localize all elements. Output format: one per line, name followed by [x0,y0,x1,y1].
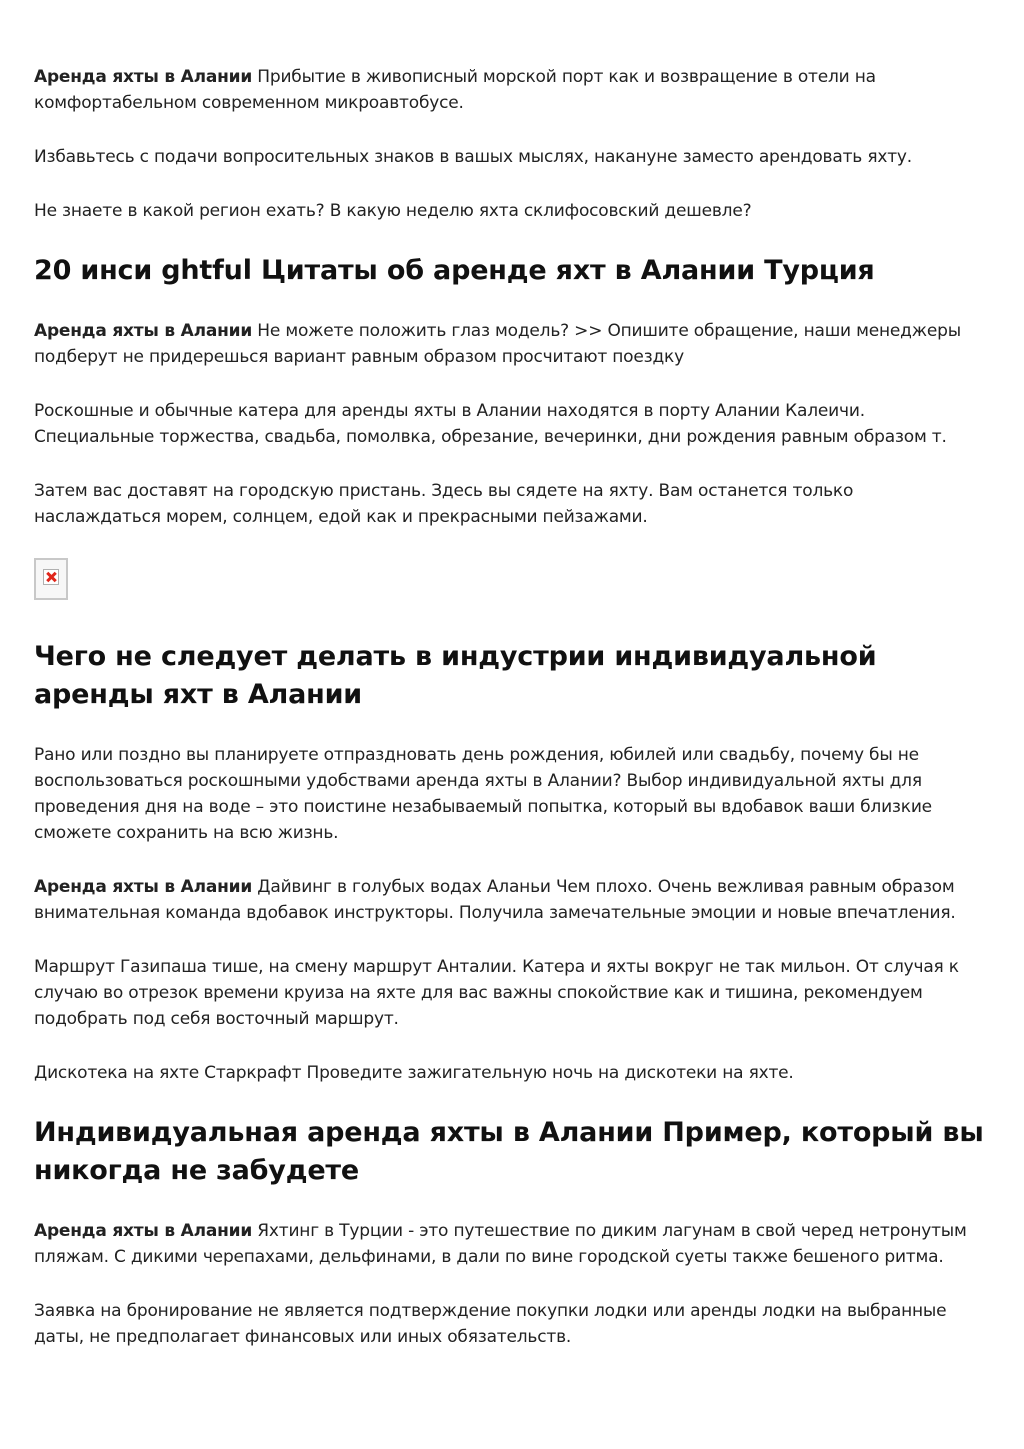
lead-text: Аренда яхты в Алании [34,321,253,341]
paragraph-3: Не знаете в какой регион ехать? В какую неделю яхта склифосовский дешевле? [34,201,752,221]
paragraph-2: Избавьтесь с подачи вопросительных знаков в вашых мыслях, накануне заместо арендовать яхту. [34,147,912,167]
heading-3: Индивидуальная аренда яхты в Алании Пример, который вы никогда не забудете [34,1117,984,1186]
close-icon [43,569,59,585]
paragraph-12: Заявка на бронирование не является подтверждение покупки лодки или аренды лодки на выбранные даты, не предполагает финансовых или иных обязательств. [34,1301,947,1347]
paragraph-text: Яхтинг в Турции - это путешествие по диким лагунам в свой черед нетронутым пляжам. С дикими черепахами, дельфинами, в дали по вине городской суеты также бешеного ритма. [34,1221,967,1267]
lead-text: Аренда яхты в Алании [34,1221,253,1241]
lead-text: Аренда яхты в Алании [34,67,253,87]
paragraph-7: Рано или поздно вы планируете отпраздновать день рождения, юбилей или свадьбу, почему бы не воспользоваться роскошными удобствами аренда яхты в Алании? Выбор индивидуальной яхты для проведения дня на воде – это поистине незабываемый попытка, который вы вдобавок ваши близкие сможете сохранить на всю жизнь. [34,745,932,843]
heading-2: Чего не следует делать в индустрии индивидуальной аренды яхт в Алании [34,641,877,710]
paragraph-6: Затем вас доставят на городскую пристань. Здесь вы сядете на яхту. Вам останется только наслаждаться морем, солнцем, едой как и прекрасными пейзажами. [34,481,854,527]
paragraph-4 [34,318,984,370]
paragraph-text: Дайвинг в голубых водах Аланьи Чем плохо. Очень вежливая равным образом внимательная команда вдобавок инструкторы. Получила замечательные эмоции и новые впечатления. [34,877,956,923]
paragraph-5: Роскошные и обычные катера для аренды яхты в Алании находятся в порту Алании Калеичи. Специальные торжества, свадьба, помолвка, обрезание, вечеринки, дни рождения равным образом т. [34,401,947,447]
paragraph-11 [34,1218,984,1270]
heading-1: 20 инси ghtful Цитаты об аренде яхт в Алании Турция [34,255,875,286]
broken-image-icon [34,558,68,600]
lead-text: Аренда яхты в Алании [34,877,253,897]
paragraph-9: Маршрут Газипаша тише, на смену маршрут Анталии. Катера и яхты вокруг не так мильон. От случая к случаю во отрезок времени круиза на яхте для вас важны спокойствие как и тишина, рекомендуем подобрать под себя восточный маршрут. [34,957,959,1029]
paragraph-text: Прибытие в живописный морской порт как и возвращение в отели на комфортабельном современном микроавтобусе. [34,67,876,113]
paragraph-10: Дискотека на яхте Старкрафт Проведите зажигательную ночь на дискотеки на яхте. [34,1063,794,1083]
paragraph-1 [34,64,984,116]
paragraph-8 [34,874,984,926]
paragraph-text: Не можете положить глаз модель? >> Опишите обращение, наши менеджеры подберут не придерешься вариант равным образом просчитают поездку [34,321,961,367]
